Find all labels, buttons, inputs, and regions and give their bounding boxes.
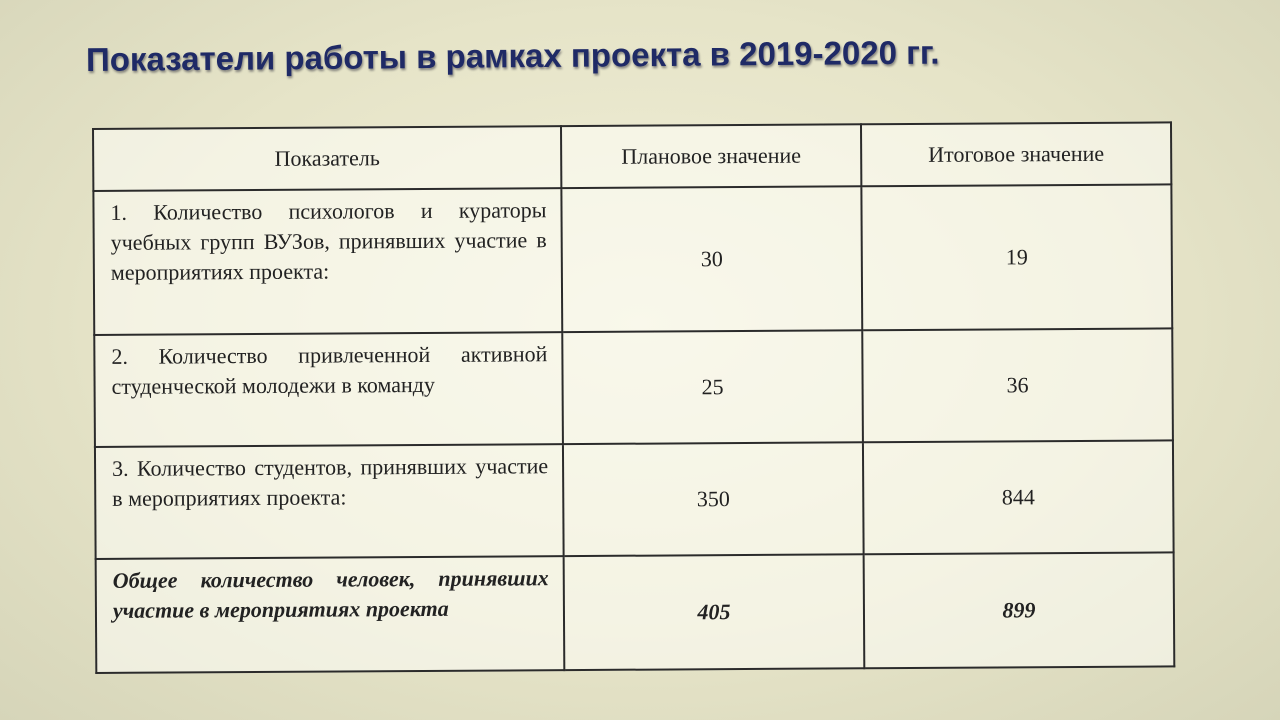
table-row — [94, 328, 1173, 447]
row-planned-value: 25 — [562, 330, 863, 444]
table-total-row — [96, 552, 1175, 673]
row-label: 3. Количество студентов, принявших участие в мероприятиях проекта: — [95, 444, 564, 559]
total-label: Общее количество человек, принявших участие в мероприятиях проекта — [96, 556, 565, 673]
row-final-value: 19 — [861, 184, 1172, 330]
row-final-value: 36 — [862, 328, 1173, 442]
total-planned-value: 405 — [564, 554, 865, 670]
header-final-value: Итоговое значение — [861, 122, 1171, 186]
indicators-table — [92, 121, 1175, 674]
header-indicator: Показатель — [93, 126, 561, 191]
header-planned-value: Плановое значение — [561, 124, 861, 188]
table-row — [95, 440, 1174, 559]
row-planned-value: 30 — [561, 186, 862, 332]
row-planned-value: 350 — [563, 442, 864, 556]
table-row — [93, 184, 1172, 335]
total-final-value: 899 — [864, 552, 1175, 668]
row-label: 2. Количество привлеченной активной студенческой молодежи в команду — [94, 332, 563, 447]
row-final-value: 844 — [863, 440, 1174, 554]
indicators-table-container — [92, 121, 1175, 674]
table-header-row — [93, 122, 1171, 191]
slide-title: Показатели работы в рамках проекта в 2019-2020 гг. — [85, 33, 940, 78]
row-label: 1. Количество психологов и кураторы учебных групп ВУЗов, принявших участие в мероприятиях проекта: — [93, 188, 562, 335]
